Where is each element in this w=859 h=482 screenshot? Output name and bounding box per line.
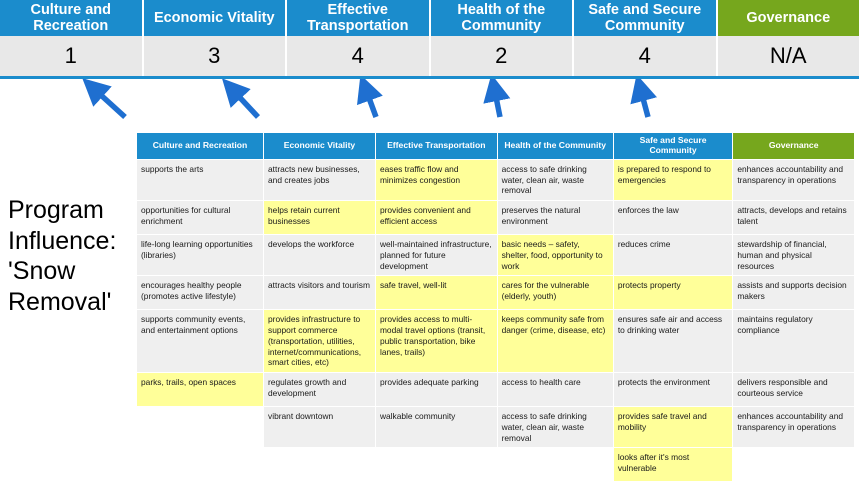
arrow-effective-transportation: [365, 87, 376, 117]
matrix-cell: reduces crime: [613, 235, 732, 276]
score-to-column-arrows: [0, 79, 859, 134]
matrix-cell: attracts new businesses, and creates jobs: [264, 159, 376, 200]
matrix-header-health-of-the-community: Health of the Community: [497, 133, 613, 160]
matrix-cell: vibrant downtown: [264, 407, 376, 448]
matrix-cell: provides infrastructure to support commerce (transportation, utilities, internet/communications, smart cities, etc): [264, 310, 376, 373]
matrix-cell: protects property: [613, 276, 732, 310]
matrix-header-economic-vitality: Economic Vitality: [264, 133, 376, 160]
pillar-header-band: [0, 0, 859, 36]
matrix-cell: cares for the vulnerable (elderly, youth): [497, 276, 613, 310]
matrix-cell: well-maintained infrastructure, planned for future development: [375, 235, 497, 276]
matrix-cell: stewardship of financial, human and physical resources: [733, 235, 855, 276]
matrix-cell: protects the environment: [613, 373, 732, 407]
matrix-cell: parks, trails, open spaces: [137, 373, 264, 407]
matrix-row: [137, 159, 855, 200]
matrix-cell: preserves the natural environment: [497, 201, 613, 235]
matrix-cell: access to safe drinking water, clean air, waste removal: [497, 159, 613, 200]
pillar-header-governance: Governance: [718, 0, 859, 36]
matrix-cell: assists and supports decision makers: [733, 276, 855, 310]
matrix-cell: walkable community: [375, 407, 497, 448]
matrix-cell: provides adequate parking: [375, 373, 497, 407]
score-culture-and-recreation: 1: [0, 36, 144, 76]
matrix-cell: provides convenient and efficient access: [375, 201, 497, 235]
matrix-cell: regulates growth and development: [264, 373, 376, 407]
pillar-attribute-matrix: [136, 132, 855, 482]
pillar-header-effective-transportation: Effective Transportation: [287, 0, 431, 36]
score-health-of-the-community: 2: [431, 36, 575, 76]
matrix-header-governance: Governance: [733, 133, 855, 160]
matrix-row: [137, 276, 855, 310]
matrix-row: [137, 310, 855, 373]
matrix-cell: looks after it's most vulnerable: [613, 448, 732, 482]
matrix-cell: access to health care: [497, 373, 613, 407]
matrix-cell: attracts, develops and retains talent: [733, 201, 855, 235]
matrix-cell: eases traffic flow and minimizes congestion: [375, 159, 497, 200]
matrix-cell: helps retain current businesses: [264, 201, 376, 235]
matrix-cell: enforces the law: [613, 201, 732, 235]
matrix-row: [137, 235, 855, 276]
matrix-header-culture-and-recreation: Culture and Recreation: [137, 133, 264, 160]
pillar-header-economic-vitality: Economic Vitality: [144, 0, 288, 36]
matrix-row: [137, 201, 855, 235]
matrix-cell: delivers responsible and courteous service: [733, 373, 855, 407]
pillar-header-health-of-the-community: Health of the Community: [431, 0, 575, 36]
matrix-cell: supports community events, and entertainment options: [137, 310, 264, 373]
matrix-cell: provides access to multi-modal travel options (transit, public transportation, bike lanes, trails): [375, 310, 497, 373]
pillar-score-band: [0, 36, 859, 79]
matrix-cell: enhances accountability and transparency in operations: [733, 159, 855, 200]
score-governance: N/A: [718, 36, 859, 76]
matrix-cell: safe travel, well-lit: [375, 276, 497, 310]
matrix-header-safe-and-secure-community: Safe and Secure Community: [613, 133, 732, 160]
arrow-culture-and-recreation: [92, 87, 125, 117]
score-effective-transportation: 4: [287, 36, 431, 76]
matrix-cell: basic needs – safety, shelter, food, opportunity to work: [497, 235, 613, 276]
pillar-header-safe-and-secure-community: Safe and Secure Community: [574, 0, 718, 36]
matrix-cell: life-long learning opportunities (libraries): [137, 235, 264, 276]
matrix-cell: enhances accountability and transparency in operations: [733, 407, 855, 448]
matrix-cell: access to safe drinking water, clean air, waste removal: [497, 407, 613, 448]
matrix-cell: provides safe travel and mobility: [613, 407, 732, 448]
arrow-safe-and-secure-community: [640, 87, 648, 117]
matrix-cell: ensures safe air and access to drinking water: [613, 310, 732, 373]
matrix-row: [137, 373, 855, 407]
matrix-cell: supports the arts: [137, 159, 264, 200]
matrix-cell: encourages healthy people (promotes active lifestyle): [137, 276, 264, 310]
matrix-header-effective-transportation: Effective Transportation: [375, 133, 497, 160]
program-influence-caption: Program Influence: 'Snow Removal': [8, 195, 133, 317]
arrow-economic-vitality: [231, 88, 258, 117]
matrix-cell-empty: [137, 407, 264, 448]
matrix-cell: is prepared to respond to emergencies: [613, 159, 732, 200]
matrix-row: [137, 407, 855, 448]
matrix-cell: develops the workforce: [264, 235, 376, 276]
matrix-cell: attracts visitors and tourism: [264, 276, 376, 310]
matrix-cell: keeps community safe from danger (crime, disease, etc): [497, 310, 613, 373]
score-economic-vitality: 3: [144, 36, 288, 76]
pillar-header-culture-and-recreation: Culture and Recreation: [0, 0, 144, 36]
matrix-cell: maintains regulatory compliance: [733, 310, 855, 373]
score-safe-and-secure-community: 4: [574, 36, 718, 76]
arrow-health-of-the-community: [494, 87, 500, 117]
matrix-cell: opportunities for cultural enrichment: [137, 201, 264, 235]
matrix-header-row: [137, 133, 855, 160]
